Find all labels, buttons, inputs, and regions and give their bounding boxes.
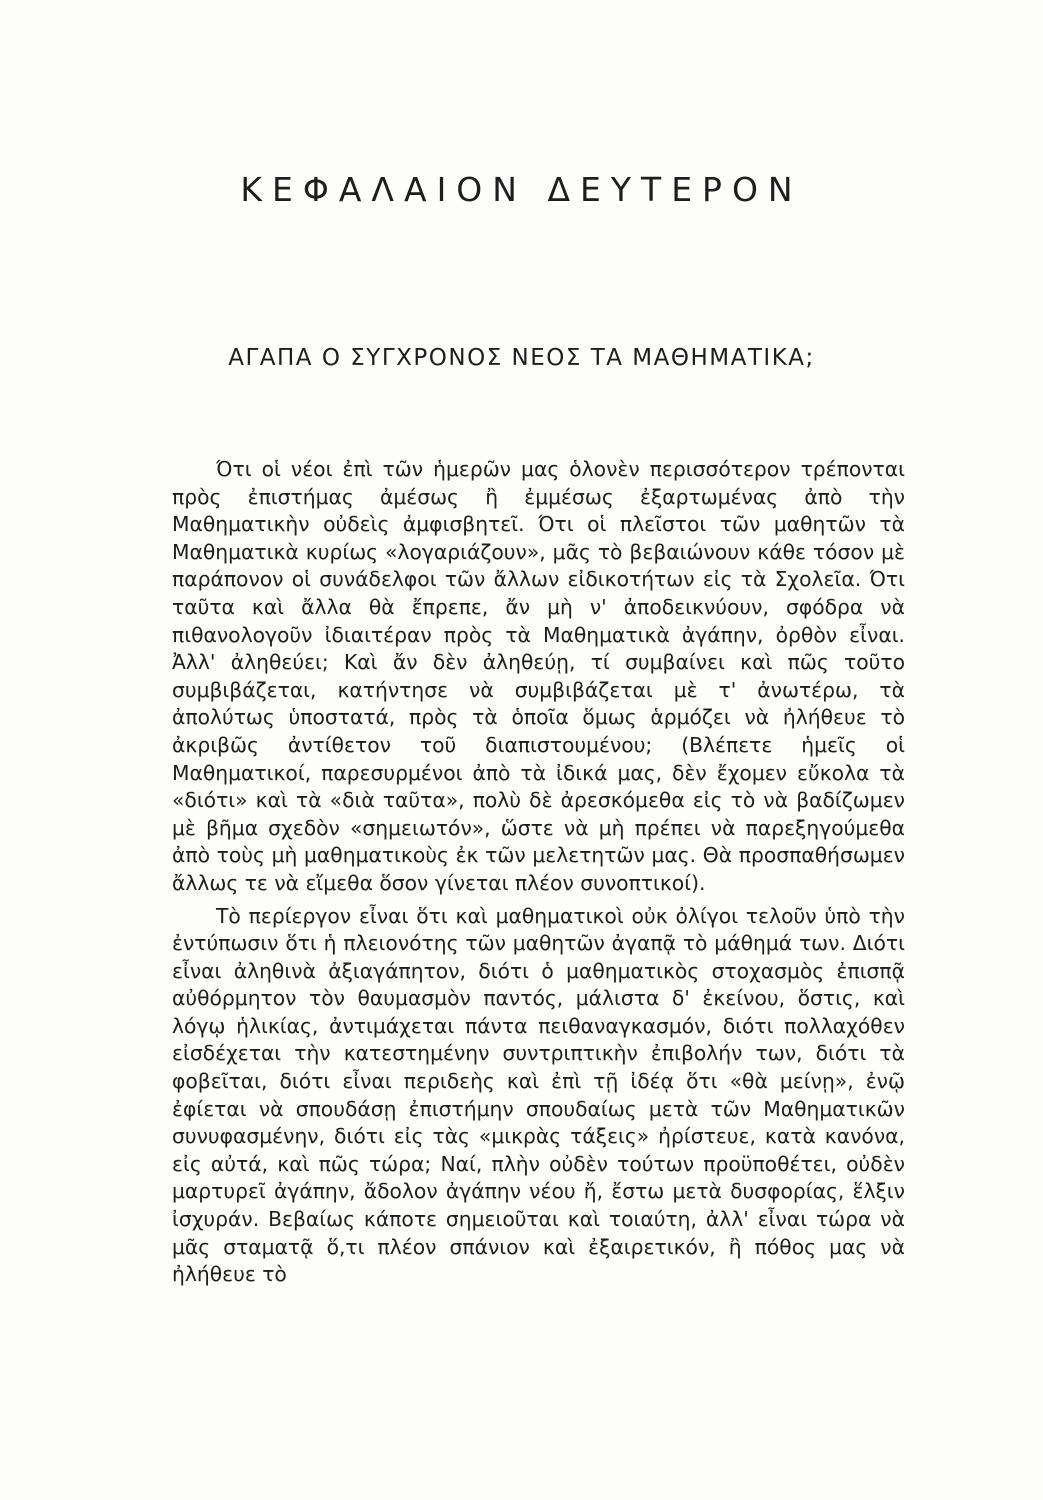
paragraph-2: Τὸ περίεργον εἶναι ὅτι καὶ μαθηματικοὶ οὐκ ὀλίγοι τελοῦν ὑπὸ τὴν ἐντύπωσιν ὅτι ἡ πλειονότης τῶν μαθητῶν ἀγαπᾷ τὸ μάθημά των. Διότι εἶναι ἀληθινὰ ἀξιαγάπητον, διότι ὁ μαθηματικὸς στοχασμὸς ἐπισπᾷ αὐθόρμητον τὸν θαυμασμὸν παντός, μάλιστα δ' ἐκείνου, ὅστις, καὶ λόγῳ ἡλικίας, ἀντιμάχεται πάντα πειθαναγκασμόν, διότι πολλαχόθεν εἰσδέχεται τὴν κατεστημένην συντριπτικὴν ἐπιβολήν των, διότι τὰ φοβεῖται, διότι εἶναι περιδεὴς καὶ ἐπὶ τῇ ἰδέᾳ ὅτι «θὰ μείνῃ», ἐνῷ ἐφίεται νὰ σπουδάσῃ ἐπιστήμην σπουδαίως μετὰ τῶν Μαθηματικῶν συνυφασμένην, διότι εἰς τὰς «μικρὰς τάξεις» ἠρίστευε, κατὰ κανόνα, εἰς αὐτά, καὶ πῶς τώρα; Ναί, πλὴν οὐδὲν τούτων προϋποθέτει, οὐδὲν μαρτυρεῖ ἀγάπην, ἄδολον ἀγάπην νέου ἤ, ἔστω μετὰ δυσφορίας, ἕλξιν ἰσχυράν. Βεβαίως κάποτε σημειοῦται καὶ τοιαύτη, ἀλλ' εἶναι τώρα νὰ μᾶς σταματᾷ ὅ,τι πλέον σπάνιον καὶ ἐξαιρετικόν, ἢ πόθος μας νὰ ἠλήθευε τὸ: [172, 903, 905, 1287]
body-text: [172, 456, 905, 1289]
chapter-heading: ΚΕΦΑΛΑΙΟΝ ΔΕΥΤΕΡΟΝ: [240, 170, 803, 209]
paragraph-1: Ότι οἱ νέοι ἐπὶ τῶν ἡμερῶν μας ὁλονὲν περισσότερον τρέπονται πρὸς ἐπιστήμας ἀμέσως ἢ ἐμμέσως ἐξαρτωμένας ἀπὸ τὴν Μαθηματικὴν οὐδεὶς ἀμφισβητεῖ. Ότι οἱ πλεῖστοι τῶν μαθητῶν τὰ Μαθηματικὰ κυρίως «λογαριάζουν», μᾶς τὸ βεβαιώνουν κάθε τόσον μὲ παράπονον οἱ συνάδελφοι τῶν ἄλλων εἰδικοτήτων εἰς τὰ Σχολεῖα. Ότι ταῦτα καὶ ἄλλα θὰ ἔπρεπε, ἄν μὴ ν' ἀποδεικνύουν, σφόδρα νὰ πιθανολογοῦν ἰδιαιτέραν πρὸς τὰ Μαθηματικὰ ἀγάπην, ὀρθὸν εἶναι. Ἀλλ' ἀληθεύει; Καὶ ἄν δὲν ἀληθεύῃ, τί συμβαίνει καὶ πῶς τοῦτο συμβιβάζεται, κατήντησε νὰ συμβιβάζεται μὲ τ' ἀνωτέρω, τὰ ἀπολύτως ὑποστατά, πρὸς τὰ ὁποῖα ὅμως ἁρμόζει νὰ ἠλήθευε τὸ ἀκριβῶς ἀντίθετον τοῦ διαπιστουμένου; (Βλέπετε ἡμεῖς οἱ Μαθηματικοί, παρεσυρμένοι ἀπὸ τὰ ἰδικά μας, δὲν ἔχομεν εὔκολα τὰ «διότι» καὶ τὰ «διὰ ταῦτα», πολὺ δὲ ἀρεσκόμεθα εἰς τὸ νὰ βαδίζωμεν μὲ βῆμα σχεδὸν «σημειωτόν», ὥστε νὰ μὴ πρέπει νὰ παρεξηγούμεθα ἀπὸ τοὺς μὴ μαθηματικοὺς ἐκ τῶν μελετητῶν μας. Θὰ προσπαθήσωμεν ἄλλως τε νὰ εἴμεθα ὅσον γίνεται πλέον συνοπτικοί).: [172, 457, 905, 895]
section-heading: ΑΓΑΠΑ Ο ΣΥΓΧΡΟΝΟΣ ΝΕΟΣ ΤΑ ΜΑΘΗΜΑΤΙΚΑ;: [228, 345, 815, 371]
